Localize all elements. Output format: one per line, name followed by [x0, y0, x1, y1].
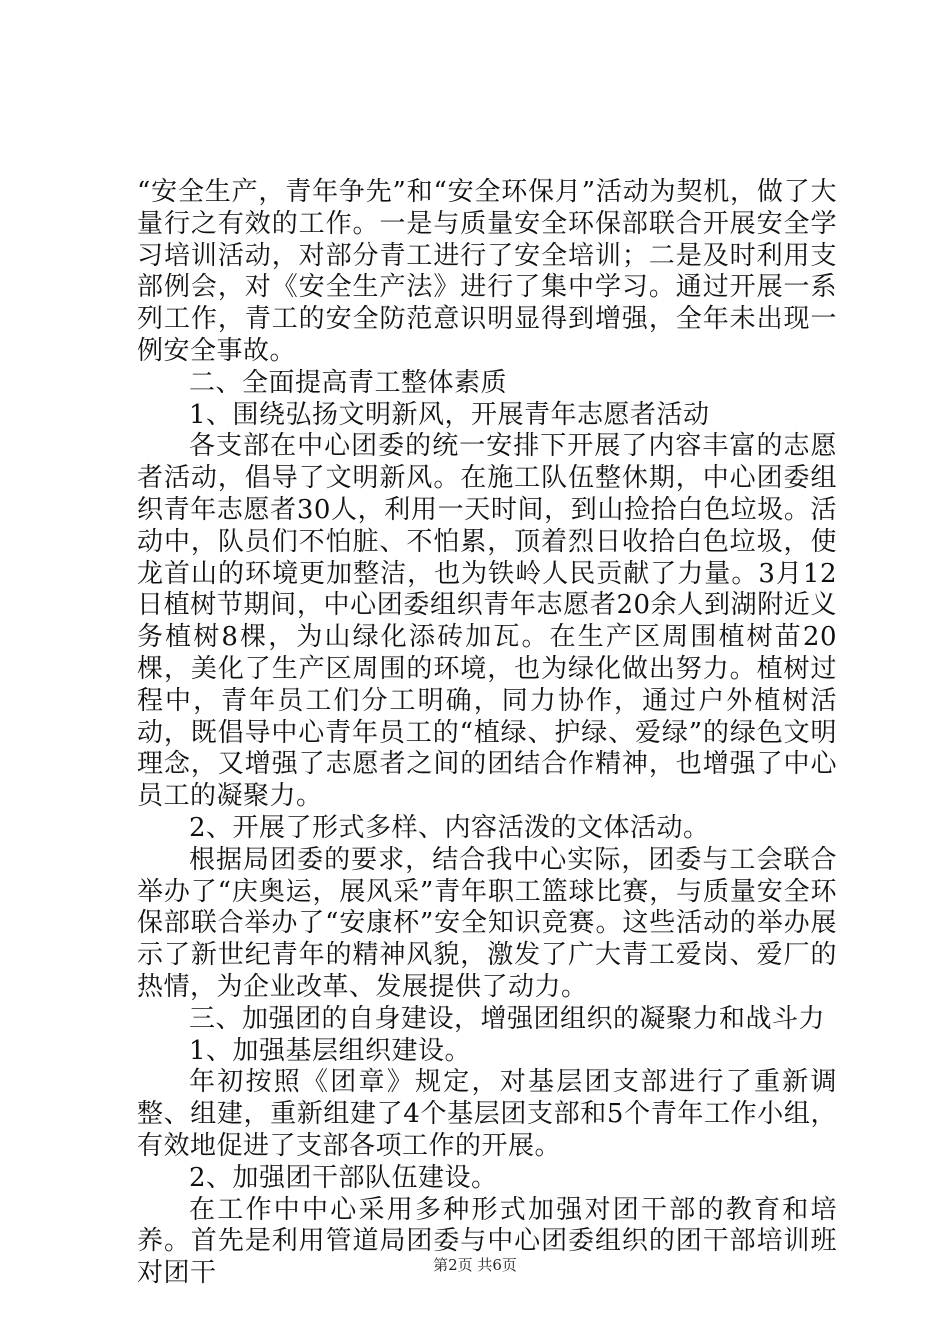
paragraph-volunteer: 各支部在中心团委的统一安排下开展了内容丰富的志愿者活动，倡导了文明新风。在施工队伍整休期，中心团委组织青年志愿者30人，利用一天时间，到山捡拾白色垃圾。活动中，队员们不怕脏、不怕累，顶着烈日收拾白色垃圾，使龙首山的环境更加整洁，也为铁岭人民贡献了力量。3月12日植树节期间，中心团委组织青年志愿者20余人到湖附近义务植树8棵，为山绿化添砖加瓦。在生产区周围植树苗20棵，美化了生产区周围的环境，也为绿化做出努力。植树过程中，青年员工们分工明确，同力协作，通过户外植树活动，既倡导中心青年员工的“植绿、护绿、爱绿”的绿色文明理念，又增强了志愿者之间的团结合作精神，也增强了中心员工的凝聚力。: [137, 431, 837, 812]
section-heading-2: 二、全面提高青工整体素质: [189, 367, 508, 398]
page-number-footer: 第2页 共6页: [433, 1256, 517, 1274]
paragraph-cadre: 在工作中中心采用多种形式加强对团干部的教育和培养。首先是利用管道局团委与中心团委组织的团干部培训班对团干: [137, 1194, 837, 1289]
subheading-volunteer: 1、围绕弘扬文明新风，开展青年志愿者活动: [189, 399, 710, 430]
section-heading-3: 三、加强团的自身建设，增强团组织的凝聚力和战斗力: [189, 1003, 826, 1034]
paragraph-organization: 年初按照《团章》规定，对基层团支部进行了重新调整、组建，重新组建了4个基层团支部和5个青年工作小组，有效地促进了支部各项工作的开展。: [137, 1067, 837, 1161]
paragraph-activities: 根据局团委的要求，结合我中心实际，团委与工会联合举办了“庆奥运，展风采”青年职工篮球比赛，与质量安全环保部联合举办了“安康杯”安全知识竞赛。这些活动的举办展示了新世纪青年的精神风貌，激发了广大青工爱岗、爱厂的热情，为企业改革、发展提供了动力。: [137, 844, 837, 1002]
subheading-cadre: 2、加强团干部队伍建设。: [189, 1162, 498, 1193]
subheading-organization: 1、加强基层组织建设。: [189, 1035, 472, 1066]
paragraph-1: “安全生产，青年争先”和“安全环保月”活动为契机，做了大量行之有效的工作。一是与质量安全环保部联合开展安全学习培训活动，对部分青工进行了安全培训；二是及时利用支部例会，对《安全生产法》进行了集中学习。通过开展一系列工作，青工的安全防范意识明显得到增强，全年未出现一例安全事故。: [137, 177, 837, 366]
subheading-activities: 2、开展了形式多样、内容活泼的文体活动。: [189, 812, 710, 843]
document-body: [137, 177, 837, 1290]
